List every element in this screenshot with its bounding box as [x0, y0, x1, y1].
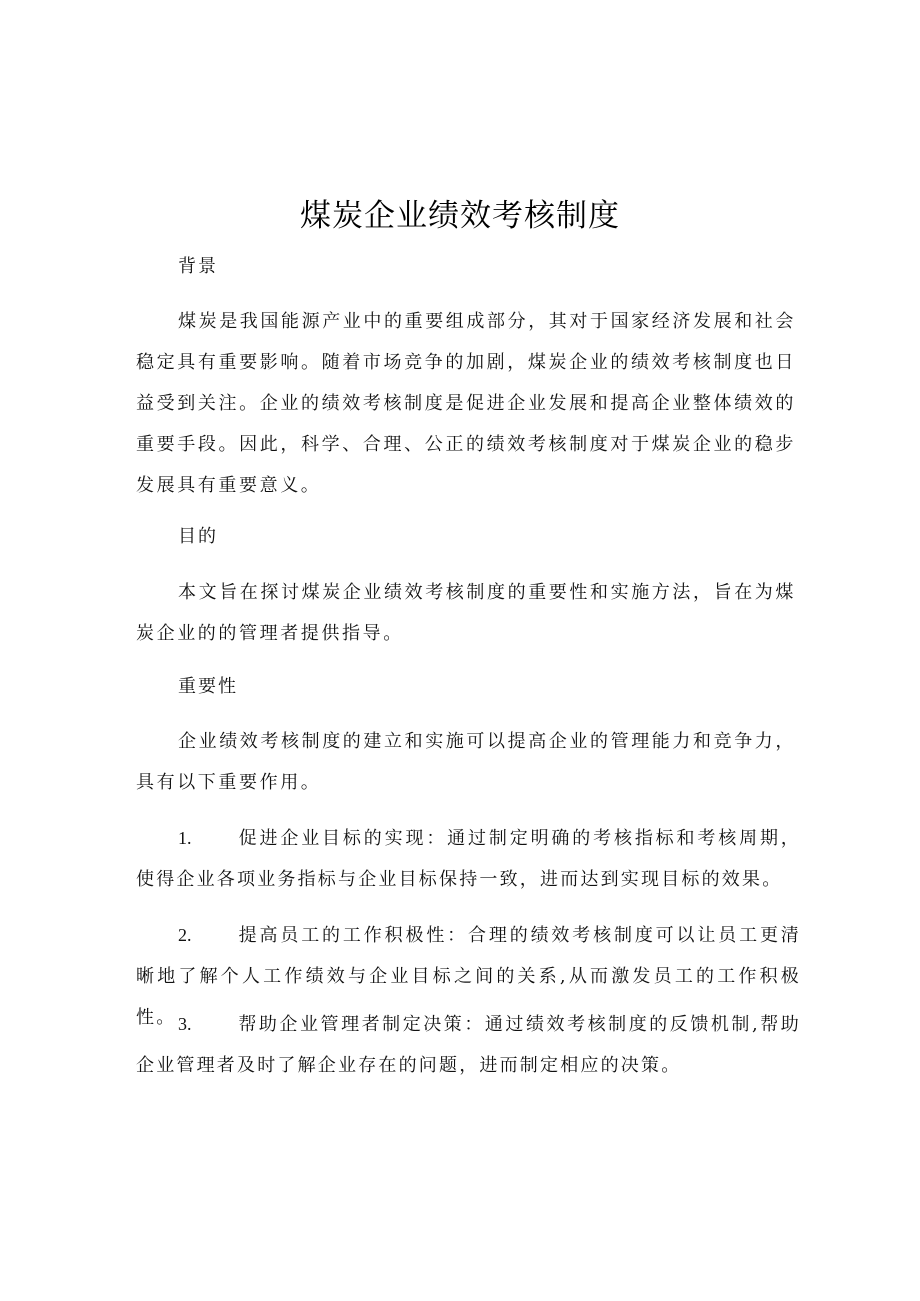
section-heading-background: 背景: [178, 256, 218, 277]
list-item-text: 提高员工的工作积极性：合理的绩效考核制度可以让员工更清晰地了解个人工作绩效与企业目标之间的关系,从而激发员工的工作积极性。: [136, 925, 801, 1028]
list-item: [136, 818, 801, 900]
list-item-text: 促进企业目标的实现：通过制定明确的考核指标和考核周期，使得企业各项业务指标与企业目标保持一致，进而达到实现目标的效果。: [136, 828, 801, 890]
section-heading-importance: 重要性: [178, 676, 238, 697]
section-heading-purpose: 目的: [178, 526, 218, 547]
list-item-number: 1.: [178, 828, 192, 848]
document-title: 煤炭企业绩效考核制度: [300, 198, 620, 234]
paragraph-purpose: 本文旨在探讨煤炭企业绩效考核制度的重要性和实施方法，旨在为煤炭企业的的管理者提供指导。: [136, 582, 796, 644]
paragraph-importance: 企业绩效考核制度的建立和实施可以提高企业的管理能力和竞争力，具有以下重要作用。: [136, 731, 796, 793]
paragraph-background: 煤炭是我国能源产业中的重要组成部分，其对于国家经济发展和社会稳定具有重要影响。随着市场竞争的加剧，煤炭企业的绩效考核制度也日益受到关注。企业的绩效考核制度是促进企业发展和提高企业整体绩效的重要手段。因此，科学、合理、公正的绩效考核制度对于煤炭企业的稳步发展具有重要意义。: [136, 311, 796, 496]
list-item-text: 帮助企业管理者制定决策：通过绩效考核制度的反馈机制,帮助企业管理者及时了解企业存在的问题，进而制定相应的决策。: [136, 1014, 801, 1076]
list-item: [136, 1004, 801, 1086]
list-item-number: 2.: [178, 925, 192, 945]
list-item-number: 3.: [178, 1014, 192, 1034]
